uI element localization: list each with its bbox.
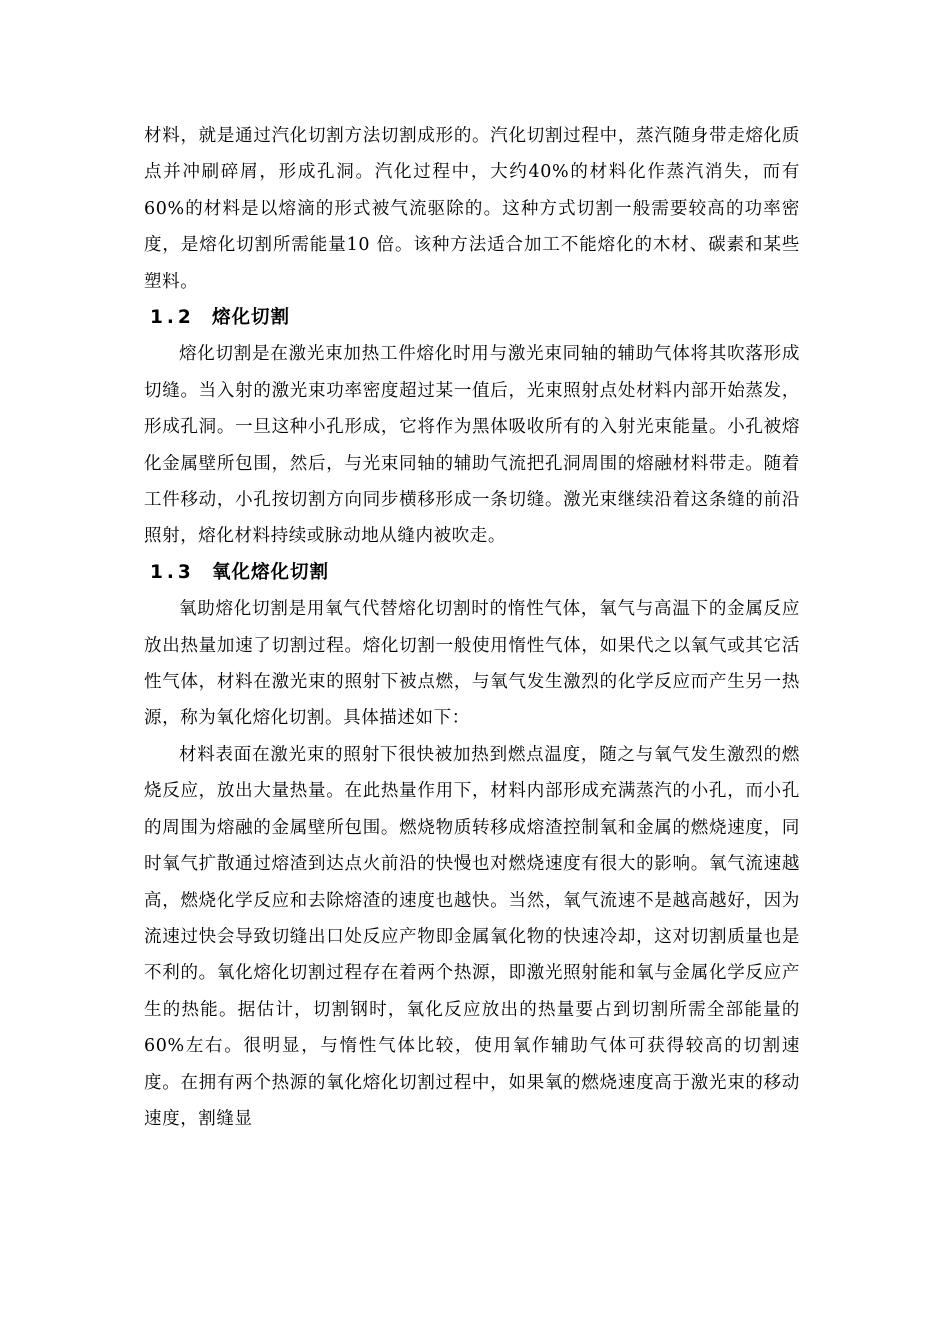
paragraph-oxidation-detail: 材料表面在激光束的照射下很快被加热到燃点温度，随之与氧气发生激烈的燃烧反应，放出大量热量。在此热量作用下，材料内部形成充满蒸汽的小孔，而小孔的周围为熔融的金属壁所包围。燃烧物质转移成熔渣控制氧和金属的燃烧速度，同时氧气扩散通过熔渣到达点火前沿的快慢也对燃烧速度有很大的影响。氧气流速越高，燃烧化学反应和去除熔渣的速度也越快。当然，氧气流速不是越高越好，因为流速过快会导致切缝出口处反应产物即金属氧化物的快速冷却，这对切割质量也是不利的。氧化熔化切割过程存在着两个热源，即激光照射能和氧与金属化学反应产生的热能。据估计，切割钢时，氧化反应放出的热量要占到切割所需全部能量的60%左右。很明显，与惰性气体比较，使用氧作辅助气体可获得较高的切割速度。在拥有两个热源的氧化熔化切割过程中，如果氧的燃烧速度高于激光束的移动速度，割缝显	[144, 744, 800, 1129]
paragraph-continued: 材料，就是通过汽化切割方法切割成形的。汽化切割过程中，蒸汽随身带走熔化质点并冲刷碎屑，形成孔洞。汽化过程中，大约40%的材料化作蒸汽消失，而有60%的材料是以熔滴的形式被气流驱除的。这种方式切割一般需要较高的功率密度，是熔化切割所需能量10 倍。该种方法适合加工不能熔化的木材、碳素和某些塑料。	[144, 126, 800, 292]
section-heading-1-3	[144, 555, 800, 591]
section-title: 熔化切割	[212, 307, 291, 329]
section-heading-1-2	[144, 300, 800, 336]
section-number: 1.3	[150, 561, 195, 583]
paragraph-oxidation-intro: 氧助熔化切割是用氧气代替熔化切割时的惰性气体，氧气与高温下的金属反应放出热量加速了切割过程。熔化切割一般使用惰性气体，如果代之以氧气或其它活性气体，材料在激光束的照射下被点燃，与氧气发生激烈的化学反应而产生另一热源，称为氧化熔化切割。具体描述如下：	[144, 599, 800, 729]
document-body	[144, 118, 800, 1137]
section-title: 氧化熔化切割	[212, 561, 330, 583]
paragraph-melt-cutting: 熔化切割是在激光束加热工件熔化时用与激光束同轴的辅助气体将其吹落形成切缝。当入射的激光束功率密度超过某一值后，光束照射点处材料内部开始蒸发，形成孔洞。一旦这种小孔形成，它将作为黑体吸收所有的入射光束能量。小孔被熔化金属壁所包围，然后，与光束同轴的辅助气流把孔洞周围的熔融材料带走。随着工件移动，小孔按切割方向同步横移形成一条切缝。激光束继续沿着这条缝的前沿照射，熔化材料持续或脉动地从缝内被吹走。	[144, 344, 800, 547]
section-number: 1.2	[150, 307, 195, 329]
